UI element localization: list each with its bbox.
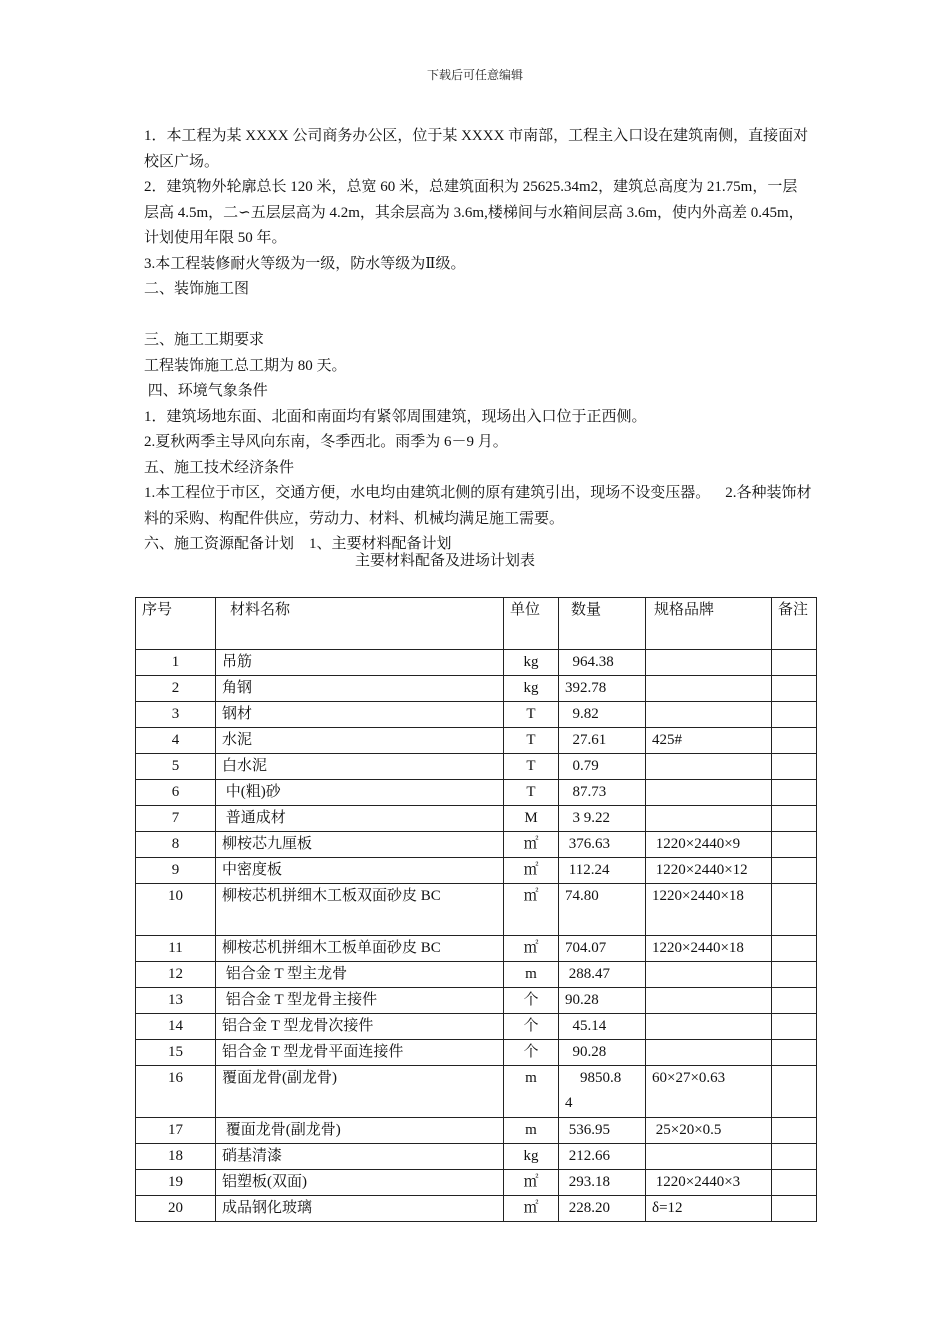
unit: T (504, 780, 559, 806)
table-row (136, 936, 817, 962)
row-index: 12 (136, 962, 216, 988)
table-row (136, 988, 817, 1014)
remarks (772, 676, 817, 702)
remarks (772, 1170, 817, 1196)
remarks (772, 728, 817, 754)
quantity: 964.38 (559, 650, 646, 676)
unit: kg (504, 676, 559, 702)
row-index: 1 (136, 650, 216, 676)
quantity: 212.66 (559, 1144, 646, 1170)
unit: M (504, 806, 559, 832)
material-name: 水泥 (216, 728, 504, 754)
material-name: 铝合金 T 型龙骨次接件 (216, 1014, 504, 1040)
quantity: 87.73 (559, 780, 646, 806)
table-body (136, 650, 817, 1222)
material-name: 柳桉芯机拼细木工板双面砂皮 BC (216, 884, 504, 936)
table-row (136, 702, 817, 728)
row-index: 4 (136, 728, 216, 754)
quantity: 704.07 (559, 936, 646, 962)
unit: ㎡ (504, 1196, 559, 1222)
spec-brand (646, 1144, 772, 1170)
table-row (136, 1066, 817, 1118)
row-index: 11 (136, 936, 216, 962)
spec-brand (646, 702, 772, 728)
column-header-unit: 单位 (504, 598, 559, 650)
unit: 个 (504, 1040, 559, 1066)
material-name: 铝合金 T 型龙骨平面连接件 (216, 1040, 504, 1066)
unit: m (504, 1066, 559, 1118)
row-index: 9 (136, 858, 216, 884)
unit: m (504, 962, 559, 988)
material-name: 柳桉芯九厘板 (216, 832, 504, 858)
row-index: 7 (136, 806, 216, 832)
table-row (136, 1144, 817, 1170)
material-name: 硝基清漆 (216, 1144, 504, 1170)
remarks (772, 962, 817, 988)
quantity: 27.61 (559, 728, 646, 754)
row-index: 6 (136, 780, 216, 806)
unit: T (504, 702, 559, 728)
quantity: 45.14 (559, 1014, 646, 1040)
unit: kg (504, 650, 559, 676)
unit: 个 (504, 1014, 559, 1040)
remarks (772, 1040, 817, 1066)
row-index: 15 (136, 1040, 216, 1066)
remarks (772, 1144, 817, 1170)
material-name: 柳桉芯机拼细木工板单面砂皮 BC (216, 936, 504, 962)
column-header-spec-brand: 规格品牌 (646, 598, 772, 650)
quantity: 90.28 (559, 988, 646, 1014)
spec-brand (646, 962, 772, 988)
spec-brand: δ=12 (646, 1196, 772, 1222)
paragraph-site-conditions: 1.本工程位于市区，交通方便，水电均由建筑北侧的原有建筑引出，现场不设变压器。 2.各种装饰材料的采购、构配件供应，劳动力、材料、机械均满足施工需要。 (144, 485, 812, 527)
quantity: 392.78 (559, 676, 646, 702)
unit: kg (504, 1144, 559, 1170)
table-row (136, 1014, 817, 1040)
material-name: 铝合金 T 型主龙骨 (216, 962, 504, 988)
spec-brand (646, 780, 772, 806)
paragraph-wind-rain: 2.夏秋两季主导风向东南，冬季西北。雨季为 6－9 月。 (144, 434, 508, 450)
spec-brand (646, 806, 772, 832)
unit: T (504, 728, 559, 754)
row-index: 3 (136, 702, 216, 728)
material-name: 普通成材 (216, 806, 504, 832)
table-row (136, 1196, 817, 1222)
material-name: 成品钢化玻璃 (216, 1196, 504, 1222)
spec-brand: 1220×2440×9 (646, 832, 772, 858)
remarks (772, 806, 817, 832)
quantity: 112.24 (559, 858, 646, 884)
remarks (772, 754, 817, 780)
unit: ㎡ (504, 832, 559, 858)
table-row (136, 1040, 817, 1066)
remarks (772, 988, 817, 1014)
quantity: 293.18 (559, 1170, 646, 1196)
spec-brand: 1220×2440×3 (646, 1170, 772, 1196)
table-row (136, 884, 817, 936)
material-name: 钢材 (216, 702, 504, 728)
heading-technical-economic: 五、施工技术经济条件 (144, 459, 295, 476)
quantity: 90.28 (559, 1040, 646, 1066)
material-name: 覆面龙骨(副龙骨) (216, 1118, 504, 1144)
table-row (136, 676, 817, 702)
row-index: 20 (136, 1196, 216, 1222)
material-name: 白水泥 (216, 754, 504, 780)
page-header-note: 下载后可任意编辑 (426, 68, 523, 82)
quantity: 3 9.22 (559, 806, 646, 832)
quantity: 0.79 (559, 754, 646, 780)
paragraph-project-location: 1．本工程为某 XXXX 公司商务办公区，位于某 XXXX 市南部，工程主入口设在建筑南侧，直接面对校区广场。 (144, 128, 809, 170)
remarks (772, 1014, 817, 1040)
material-name: 中(粗)砂 (216, 780, 504, 806)
spec-brand: 60×27×0.63 (646, 1066, 772, 1118)
table-row (136, 832, 817, 858)
materials-table (135, 597, 817, 1222)
spec-brand (646, 676, 772, 702)
unit: ㎡ (504, 884, 559, 936)
heading-resource-plan: 六、施工资源配备计划 1、主要材料配备计划 (144, 536, 452, 552)
table-row (136, 1118, 817, 1144)
table-row (136, 806, 817, 832)
remarks (772, 1196, 817, 1222)
remarks (772, 1118, 817, 1144)
unit: T (504, 754, 559, 780)
remarks (772, 780, 817, 806)
heading-decoration-drawings: 二、装饰施工图 (144, 281, 250, 297)
material-name: 铝塑板(双面) (216, 1170, 504, 1196)
table-title: 主要材料配备及进场计划表 (354, 553, 535, 569)
remarks (772, 832, 817, 858)
paragraph-building-dimensions: 2．建筑物外轮廓总长 120 米，总宽 60 米，总建筑面积为 25625.34m2，建筑总高度为 21.75m，一层层高 4.5m，二∽五层层高为 4.2m，其余层高为 3.6m,楼梯间与水箱间层高 3.6m，使内外高差 0.45m，计划使用年限 50 年。 (144, 179, 804, 246)
document-body (144, 124, 812, 558)
table-row (136, 962, 817, 988)
quantity: 376.63 (559, 832, 646, 858)
row-index: 19 (136, 1170, 216, 1196)
row-index: 10 (136, 884, 216, 936)
spec-brand: 425# (646, 728, 772, 754)
spec-brand: 1220×2440×12 (646, 858, 772, 884)
heading-environment-climate: 四、环境气象条件 (144, 383, 268, 399)
table-header-row (136, 598, 817, 650)
table-row (136, 728, 817, 754)
remarks (772, 936, 817, 962)
row-index: 14 (136, 1014, 216, 1040)
spec-brand (646, 1040, 772, 1066)
table-row (136, 650, 817, 676)
row-index: 13 (136, 988, 216, 1014)
quantity: 9.82 (559, 702, 646, 728)
unit: ㎡ (504, 858, 559, 884)
paragraph-total-duration: 工程装饰施工总工期为 80 天。 (144, 357, 347, 374)
quantity: 9850.8 4 (559, 1066, 646, 1118)
paragraph-site-surroundings: 1．建筑场地东面、北面和南面均有紧邻周围建筑，现场出入口位于正西侧。 (144, 408, 647, 425)
unit: 个 (504, 988, 559, 1014)
unit: ㎡ (504, 1170, 559, 1196)
quantity: 288.47 (559, 962, 646, 988)
unit: ㎡ (504, 936, 559, 962)
row-index: 5 (136, 754, 216, 780)
table-row (136, 858, 817, 884)
material-name: 铝合金 T 型龙骨主接件 (216, 988, 504, 1014)
spec-brand (646, 650, 772, 676)
spec-brand (646, 988, 772, 1014)
quantity: 74.80 (559, 884, 646, 936)
material-name: 吊筋 (216, 650, 504, 676)
row-index: 8 (136, 832, 216, 858)
material-name: 覆面龙骨(副龙骨) (216, 1066, 504, 1118)
column-header-material: 材料名称 (216, 598, 504, 650)
remarks (772, 702, 817, 728)
table-row (136, 1170, 817, 1196)
spec-brand: 1220×2440×18 (646, 884, 772, 936)
unit: m (504, 1118, 559, 1144)
remarks (772, 650, 817, 676)
remarks (772, 858, 817, 884)
spec-brand (646, 1014, 772, 1040)
remarks (772, 884, 817, 936)
row-index: 2 (136, 676, 216, 702)
row-index: 17 (136, 1118, 216, 1144)
column-header-quantity: 数量 (559, 598, 646, 650)
material-name: 角钢 (216, 676, 504, 702)
spec-brand (646, 754, 772, 780)
heading-schedule-requirements: 三、施工工期要求 (144, 332, 265, 348)
quantity: 228.20 (559, 1196, 646, 1222)
blank-line (144, 303, 812, 329)
material-name: 中密度板 (216, 858, 504, 884)
table-row (136, 780, 817, 806)
spec-brand: 1220×2440×18 (646, 936, 772, 962)
table-row (136, 754, 817, 780)
row-index: 16 (136, 1066, 216, 1118)
row-index: 18 (136, 1144, 216, 1170)
quantity: 536.95 (559, 1118, 646, 1144)
remarks (772, 1066, 817, 1118)
paragraph-fire-rating: 3.本工程装修耐火等级为一级，防水等级为Ⅱ级。 (144, 255, 466, 272)
spec-brand: 25×20×0.5 (646, 1118, 772, 1144)
column-header-index: 序号 (136, 598, 216, 650)
column-header-remarks: 备注 (772, 598, 817, 650)
